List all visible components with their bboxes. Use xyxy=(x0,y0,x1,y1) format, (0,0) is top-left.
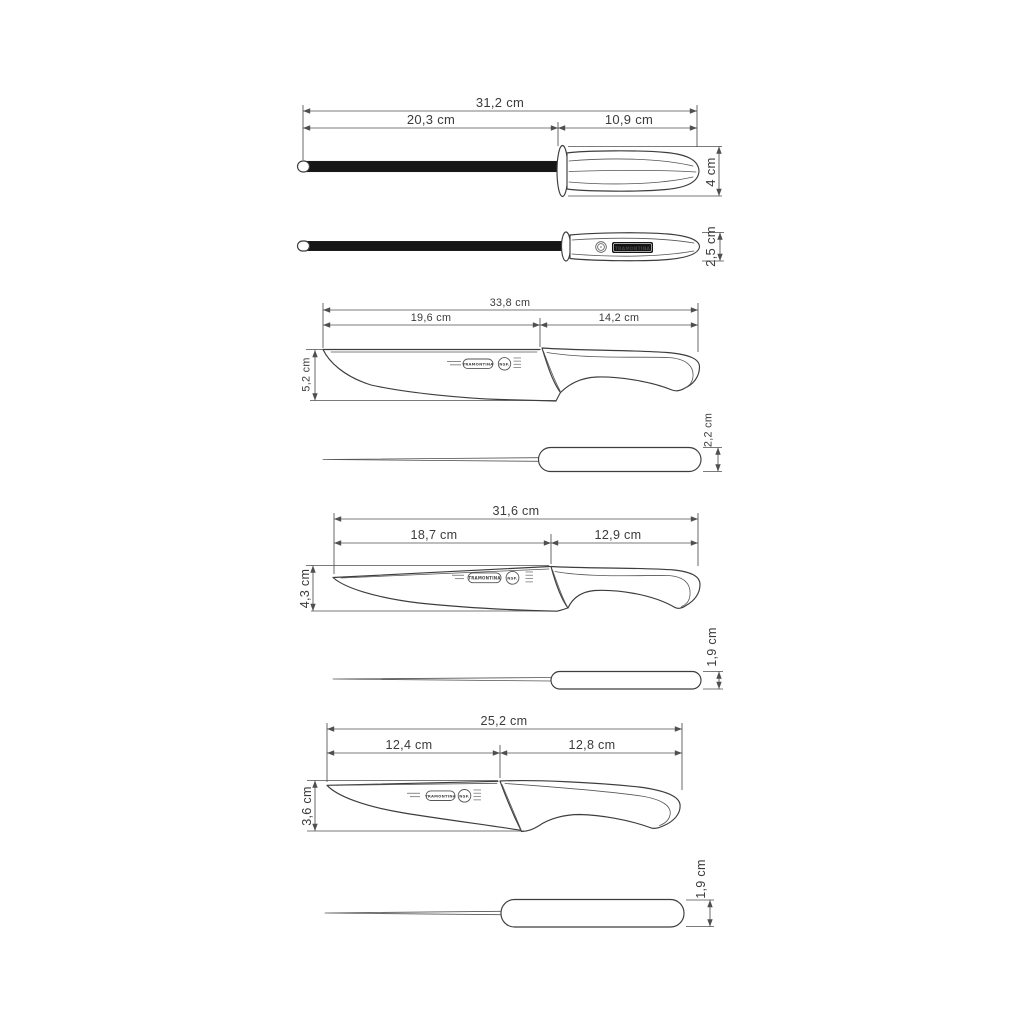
fine-print xyxy=(447,361,461,362)
blade-edge-lines xyxy=(333,678,551,682)
chef-knife-edge-view xyxy=(323,413,722,472)
blade-stamp xyxy=(407,790,481,803)
fine-print xyxy=(407,793,420,794)
steel-height-label: 4 cm xyxy=(703,157,718,187)
steel-rod-tip xyxy=(298,241,310,251)
fine-print xyxy=(514,358,522,359)
chef-height-label: 5,2 cm xyxy=(300,357,313,392)
blade-stamp xyxy=(447,358,521,370)
brand-stamp-text: TRAMONTINA xyxy=(462,361,494,367)
boning-thickness-label: 1,9 cm xyxy=(694,859,708,899)
nsf-mark-text: NSF. xyxy=(507,575,518,581)
handle-outline xyxy=(539,448,702,472)
fine-print xyxy=(514,361,522,362)
extension-lines xyxy=(703,672,723,690)
fine-print xyxy=(474,796,482,797)
brand-stamp-text: TRAMONTINA xyxy=(425,793,456,799)
chef-thickness-label: 2,2 cm xyxy=(702,412,715,448)
steel-handle-label: 10,9 cm xyxy=(604,112,654,127)
roundel-dot xyxy=(600,246,602,248)
handle-contours xyxy=(553,570,691,607)
nsf-mark-text: NSF. xyxy=(499,361,510,367)
boning-knife-edge-view xyxy=(325,859,714,927)
fine-print xyxy=(474,790,482,791)
handle-outline xyxy=(551,567,700,609)
fine-print xyxy=(474,793,482,794)
steel-rod-tip xyxy=(298,161,310,172)
extension-lines xyxy=(703,448,722,472)
fine-print xyxy=(455,578,464,579)
carving-height-label: 4,3 cm xyxy=(298,568,312,609)
fine-print xyxy=(526,578,534,579)
handle-contours xyxy=(544,352,694,391)
steel-top-view xyxy=(298,95,723,197)
carving-overall-label: 31,6 cm xyxy=(492,504,540,518)
chef-handle-label: 14,2 cm xyxy=(598,312,640,324)
steel-rod-label: 20,3 cm xyxy=(406,112,456,127)
brand-stamp-text: TRAMONTINA xyxy=(468,575,501,581)
steel-guard xyxy=(562,232,571,261)
tramontina-roundel-icon xyxy=(596,242,607,253)
carving-blade-label: 18,7 cm xyxy=(410,528,458,542)
fine-print xyxy=(410,796,420,797)
handle-brand-label xyxy=(612,242,653,253)
blade-outline xyxy=(327,781,521,830)
carving-handle-label: 12,9 cm xyxy=(594,528,642,542)
blade-edge-lines xyxy=(323,458,539,462)
carving-knife-side-view xyxy=(298,504,700,611)
steel-overall-label: 31,2 cm xyxy=(475,95,525,110)
steel-thickness-label: 2,5 cm xyxy=(703,226,718,267)
boning-handle-label: 12,8 cm xyxy=(568,738,616,752)
blade-stamp xyxy=(452,571,533,584)
blade-edge-lines xyxy=(325,911,501,914)
chef-knife-side-view xyxy=(301,297,700,401)
boning-blade-label: 12,4 cm xyxy=(385,738,433,752)
chef-blade-label: 19,6 cm xyxy=(410,312,452,324)
steel-guard xyxy=(557,146,568,197)
boning-knife-side-view xyxy=(300,714,682,832)
carving-thickness-label: 1,9 cm xyxy=(705,627,719,667)
fine-print xyxy=(514,367,522,368)
steel-rod xyxy=(306,161,563,172)
fine-print xyxy=(450,364,461,365)
brand-label-text: TRAMONTINA xyxy=(614,247,651,252)
extension-lines xyxy=(307,723,682,831)
boning-height-label: 3,6 cm xyxy=(300,786,314,826)
fine-print xyxy=(474,799,482,800)
handle-outline xyxy=(500,781,680,832)
handle-outline xyxy=(501,900,684,928)
blade-outline xyxy=(323,350,561,402)
chef-overall-label: 33,8 cm xyxy=(489,297,531,309)
fine-print xyxy=(526,581,534,582)
boning-overall-label: 25,2 cm xyxy=(480,714,528,728)
carving-knife-edge-view xyxy=(333,627,723,689)
fine-print xyxy=(514,364,522,365)
fine-print xyxy=(526,572,534,573)
fine-print xyxy=(452,575,464,576)
fine-print xyxy=(526,575,534,576)
steel-side-view xyxy=(298,226,725,267)
nsf-mark-text: NSF. xyxy=(459,793,470,799)
handle-outline xyxy=(551,672,701,690)
handle-contours xyxy=(502,784,670,830)
steel-rod xyxy=(306,241,565,250)
